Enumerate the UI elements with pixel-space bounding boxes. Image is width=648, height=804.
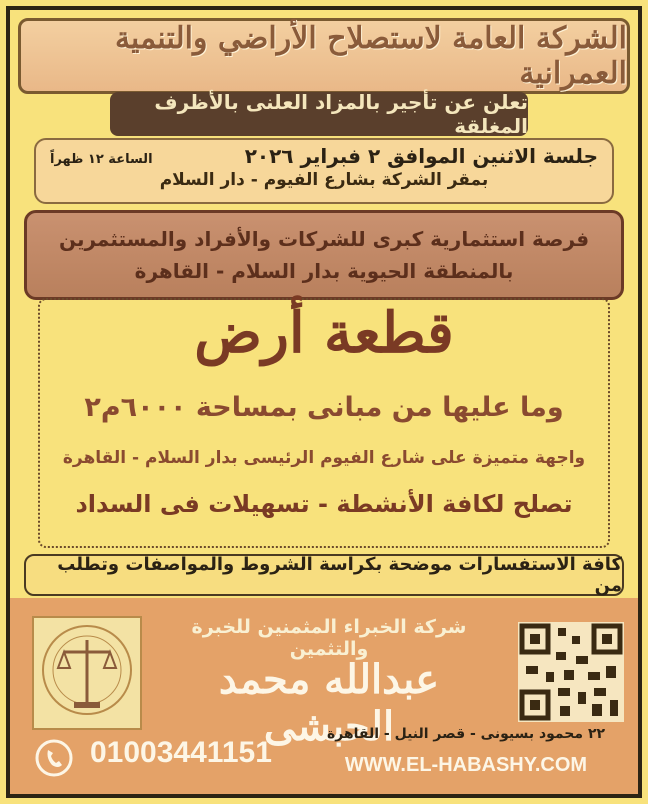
opportunity-line-1: فرصة استثمارية كبرى للشركات والأفراد والمستثمرين	[58, 227, 590, 251]
phone-number: 01003441151	[90, 736, 272, 769]
website: WWW.EL-HABASHY.COM	[344, 754, 588, 776]
offer-headline: قطعة أرض	[194, 300, 454, 366]
title-band	[18, 18, 630, 94]
agent-name: عبدالله محمد الحبشى	[218, 656, 440, 750]
announcement-banner: تعلن عن تأجير بالمزاد العلنى بالأظرف المغلقة	[110, 92, 528, 136]
offer-area: وما عليها من مبانى بمساحة ٦٠٠٠م٢	[84, 392, 564, 423]
experts-company: شركة الخبراء المثمنين للخبرة والتثمين	[191, 616, 467, 660]
company-title: الشركة العامة لاستصلاح الأراضي والتنمية العمرانية	[114, 21, 627, 91]
footer-band	[10, 598, 638, 794]
session-location: بمقر الشركة بشارع الفيوم - دار السلام	[159, 170, 489, 190]
session-date: جلسة الاثنين الموافق ٢ فبراير ٢٠٢٦	[244, 144, 598, 168]
qr-code	[518, 622, 624, 722]
offer-facade: واجهة متميزة على شارع الفيوم الرئيسى بدار السلام - القاهرة	[62, 448, 586, 468]
inquiry-box: كافة الاستفسارات موضحة بكراسة الشروط والمواصفات وتطلب من	[24, 554, 624, 596]
session-box	[34, 138, 614, 204]
session-time: الساعة ١٢ ظهراً	[50, 152, 153, 167]
phone-icon	[34, 738, 74, 778]
offer-suitability: تصلح لكافة الأنشطة - تسهيلات فى السداد	[75, 490, 573, 518]
offer-box	[38, 298, 610, 548]
address: ٢٢ محمود بسيونى - قصر النيل - القاهرة	[326, 726, 606, 742]
company-logo	[32, 616, 142, 730]
opportunity-banner	[24, 210, 624, 300]
opportunity-line-2: بالمنطقة الحيوية بدار السلام - القاهرة	[134, 259, 514, 283]
